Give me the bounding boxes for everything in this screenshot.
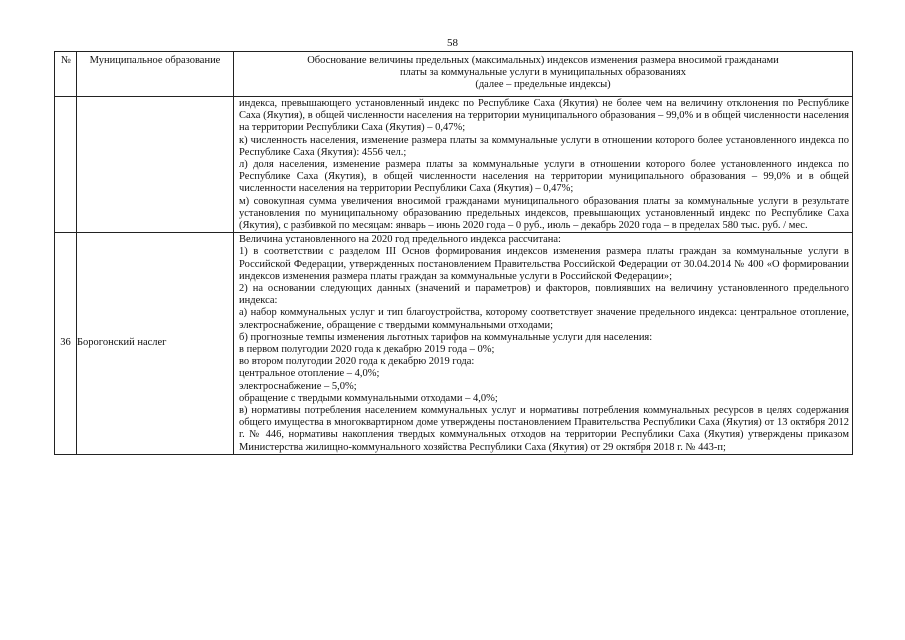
paragraph: электроснабжение – 5,0%; — [239, 380, 357, 392]
row-justification — [234, 97, 853, 233]
paragraph: 2) на основании следующих данных (значений и параметров) и факторов, повлиявших на величину установленного предельного индекса: — [239, 283, 849, 307]
row-justification — [234, 233, 853, 455]
paragraph: центральное отопление – 4,0%; — [239, 368, 380, 380]
row-municipality: Борогонский наслег — [77, 233, 234, 455]
row-number — [55, 97, 77, 233]
header-num: № — [55, 52, 77, 97]
row-number: 36 — [55, 233, 77, 455]
paragraph: к) численность населения, изменение размера платы за коммунальные услуги в отношении которого более установленного индекса по Республике Саха (Якутия): 4556 чел.; — [239, 134, 849, 158]
paragraph: 1) в соответствии с разделом III Основ формирования индексов изменения размера платы граждан за коммунальные услуги в Российской Федерации, утвержденных постановлением Правительства Российской Федерации от 30.04.2014 № 400 «О формировании индексов изменения размера платы граждан за коммунальные услуги в Российской Федерации»; — [239, 246, 849, 282]
paragraph: а) набор коммунальных услуг и тип благоустройства, которому соответствует значение предельного индекса: центральное отопление, электроснабжение, обращение с твердыми коммунальными отходами; — [239, 307, 849, 331]
paragraph: Величина установленного на 2020 год предельного индекса рассчитана: — [239, 234, 561, 246]
paragraph: в) нормативы потребления населением коммунальных услуг и нормативы потребления коммунальных ресурсов в целях содержания общего имущества в многоквартирном доме утверждены постановлением Правительства Республики Саха (Якутия) от 13 октября 2012 г. № 446, нормативы накопления твердых коммунальных отходов на территории Республики Саха (Якутия) утверждены приказом Министерства жилищно-коммунального хозяйства Республики Саха (Якутия) от 29 октября 2018 г. № 443-п; — [239, 405, 849, 453]
table-row — [55, 233, 853, 455]
paragraph: в первом полугодии 2020 года к декабрю 2019 года – 0%; — [239, 344, 495, 356]
paragraph: во втором полугодии 2020 года к декабрю 2019 года: — [239, 356, 475, 368]
paragraph: л) доля населения, изменение размера платы за коммунальные услуги в отношении которого более установленного индекса по Республике Саха (Якутия), в общей численности населения на территории муниципального образования – 99,0% и в общей численности населения на территории Республики Саха (Якутия) – 0,47%; — [239, 159, 849, 195]
indices-table — [54, 51, 853, 455]
paragraph: обращение с твердыми коммунальными отходами – 4,0%; — [239, 392, 498, 404]
header-justification: Обоснование величины предельных (максимальных) индексов изменения размера вносимой гражданами платы за коммунальные услуги в муниципальных образованиях (далее – предельные индексы) — [234, 52, 853, 97]
page-number: 58 — [447, 37, 458, 49]
paragraph: индекса, превышающего установленный индекс по Республике Саха (Якутия) не более чем на величину отклонения по Республике Саха (Якутия), в общей численности населения на территории муниципального образования – 99,0% и в общей численности населения на территории Республики Саха (Якутия) – 0,47%; — [239, 98, 849, 134]
header-municipality: Муниципальное образование — [77, 52, 234, 97]
paragraph: м) совокупная сумма увеличения вносимой гражданами муниципального образования платы за коммунальные услуги в результате установления по муниципальному образованию предельных индексов, превышающих установленный индекс по Республике Саха (Якутия), с разбивкой по месяцам: январь – июнь 2020 года – 0 руб., июль – декабрь 2020 года – в пределах 580 тыс. руб. / мес. — [239, 195, 849, 232]
table-header-row — [55, 52, 853, 97]
table-row — [55, 97, 853, 233]
row-municipality — [77, 97, 234, 233]
paragraph: б) прогнозные темпы изменения льготных тарифов на коммунальные услуги для населения: — [239, 331, 653, 343]
